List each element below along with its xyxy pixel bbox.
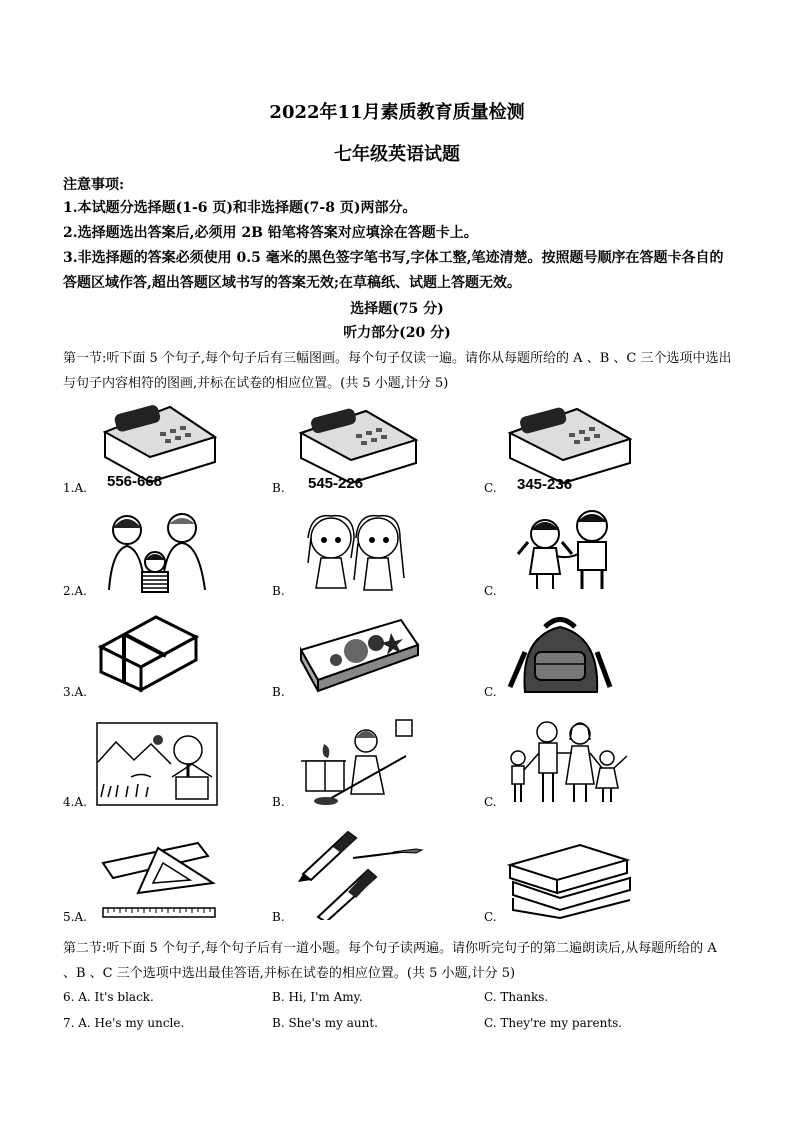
q6-option-b: B. Hi, I'm Amy. <box>272 990 363 1004</box>
notice-heading: 注意事项: <box>63 177 125 193</box>
ruler-set-icon <box>98 838 223 920</box>
q7-option-b: B. She's my aunt. <box>272 1016 378 1030</box>
q4-label-c: C. <box>484 795 497 809</box>
telephone-icon-b <box>296 408 421 493</box>
pencil-case-icon <box>296 615 421 695</box>
q2-label-a: 2.A. <box>63 584 87 598</box>
exam-subtitle: 七年级英语试题 <box>334 144 460 165</box>
q3-label-c: C. <box>484 685 497 699</box>
part2-instruction: 第二节:听下面 5 个句子,每个句子后有一道小题。每个句子读两遍。请你听完句子的第二遍朗读后,从每题所给的 A 、B 、C 三个选项中选出最佳答语,并标在试卷的相应位置。(共 5 小题,计分 5) <box>63 941 717 981</box>
phone-number-a: 556-668 <box>107 473 163 490</box>
q7-option-c: C. They're my parents. <box>484 1016 623 1030</box>
telephone-icon-a <box>95 402 220 492</box>
part1-instruction: 第一节:听下面 5 个句子,每个句子后有三幅图画。每个句子仅读一遍。请你从每题所给的 A 、B 、C 三个选项中选出与句子内容相符的图画,并标在试卷的相应位置。(共 5 小题,计分 5) <box>63 351 732 391</box>
pens-icon <box>298 822 426 920</box>
family-walking-icon <box>502 718 632 806</box>
q5-label-c: C. <box>484 910 497 924</box>
telephone-icon-c <box>505 405 635 495</box>
q6-option-c: C. Thanks. <box>484 990 549 1004</box>
notice-item-3: 3.非选择题的答案必须使用 0.5 毫米的黑色签字笔书写,字体工整,笔迹清楚。按照题号顺序在答题卡各自的答题区域作答,超出答题区域书写的答案无效;在草稿纸、试题上答题无效。 <box>63 250 724 291</box>
exam-title: 2022年11月素质教育质量检测 <box>269 102 525 123</box>
phone-number-b: 545-226 <box>308 475 364 492</box>
q4-label-b: B. <box>272 795 285 809</box>
q6-option-a: 6. A. It's black. <box>63 990 154 1004</box>
family-picture-icon <box>97 510 217 595</box>
phone-number-c: 345-236 <box>517 476 573 493</box>
eraser-icon <box>96 612 201 694</box>
section-listening-title: 听力部分(20 分) <box>343 325 451 341</box>
notice-item-2: 2.选择题选出答案后,必须用 2B 铅笔将答案对应填涂在答题卡上。 <box>63 225 478 241</box>
backpack-icon <box>505 612 615 697</box>
notice-item-1: 1.本试题分选择题(1-6 页)和非选择题(7-8 页)两部分。 <box>63 200 417 216</box>
section-choice-title: 选择题(75 分) <box>350 301 444 317</box>
boy-and-girl-icon <box>510 504 635 594</box>
q7-option-a: 7. A. He's my uncle. <box>63 1016 185 1030</box>
q3-label-a: 3.A. <box>63 685 87 699</box>
q1-label-a: 1.A. <box>63 481 87 495</box>
girl-sweeping-icon <box>296 716 416 806</box>
stack-of-books-icon <box>505 840 633 920</box>
two-girls-icon <box>296 508 416 598</box>
countryside-scene-icon <box>96 722 218 807</box>
q2-label-b: B. <box>272 584 285 598</box>
q3-label-b: B. <box>272 685 285 699</box>
q5-label-a: 5.A. <box>63 910 87 924</box>
q1-label-b: B. <box>272 481 285 495</box>
q2-label-c: C. <box>484 584 497 598</box>
q1-label-c: C. <box>484 481 497 495</box>
q4-label-a: 4.A. <box>63 795 87 809</box>
q5-label-b: B. <box>272 910 285 924</box>
